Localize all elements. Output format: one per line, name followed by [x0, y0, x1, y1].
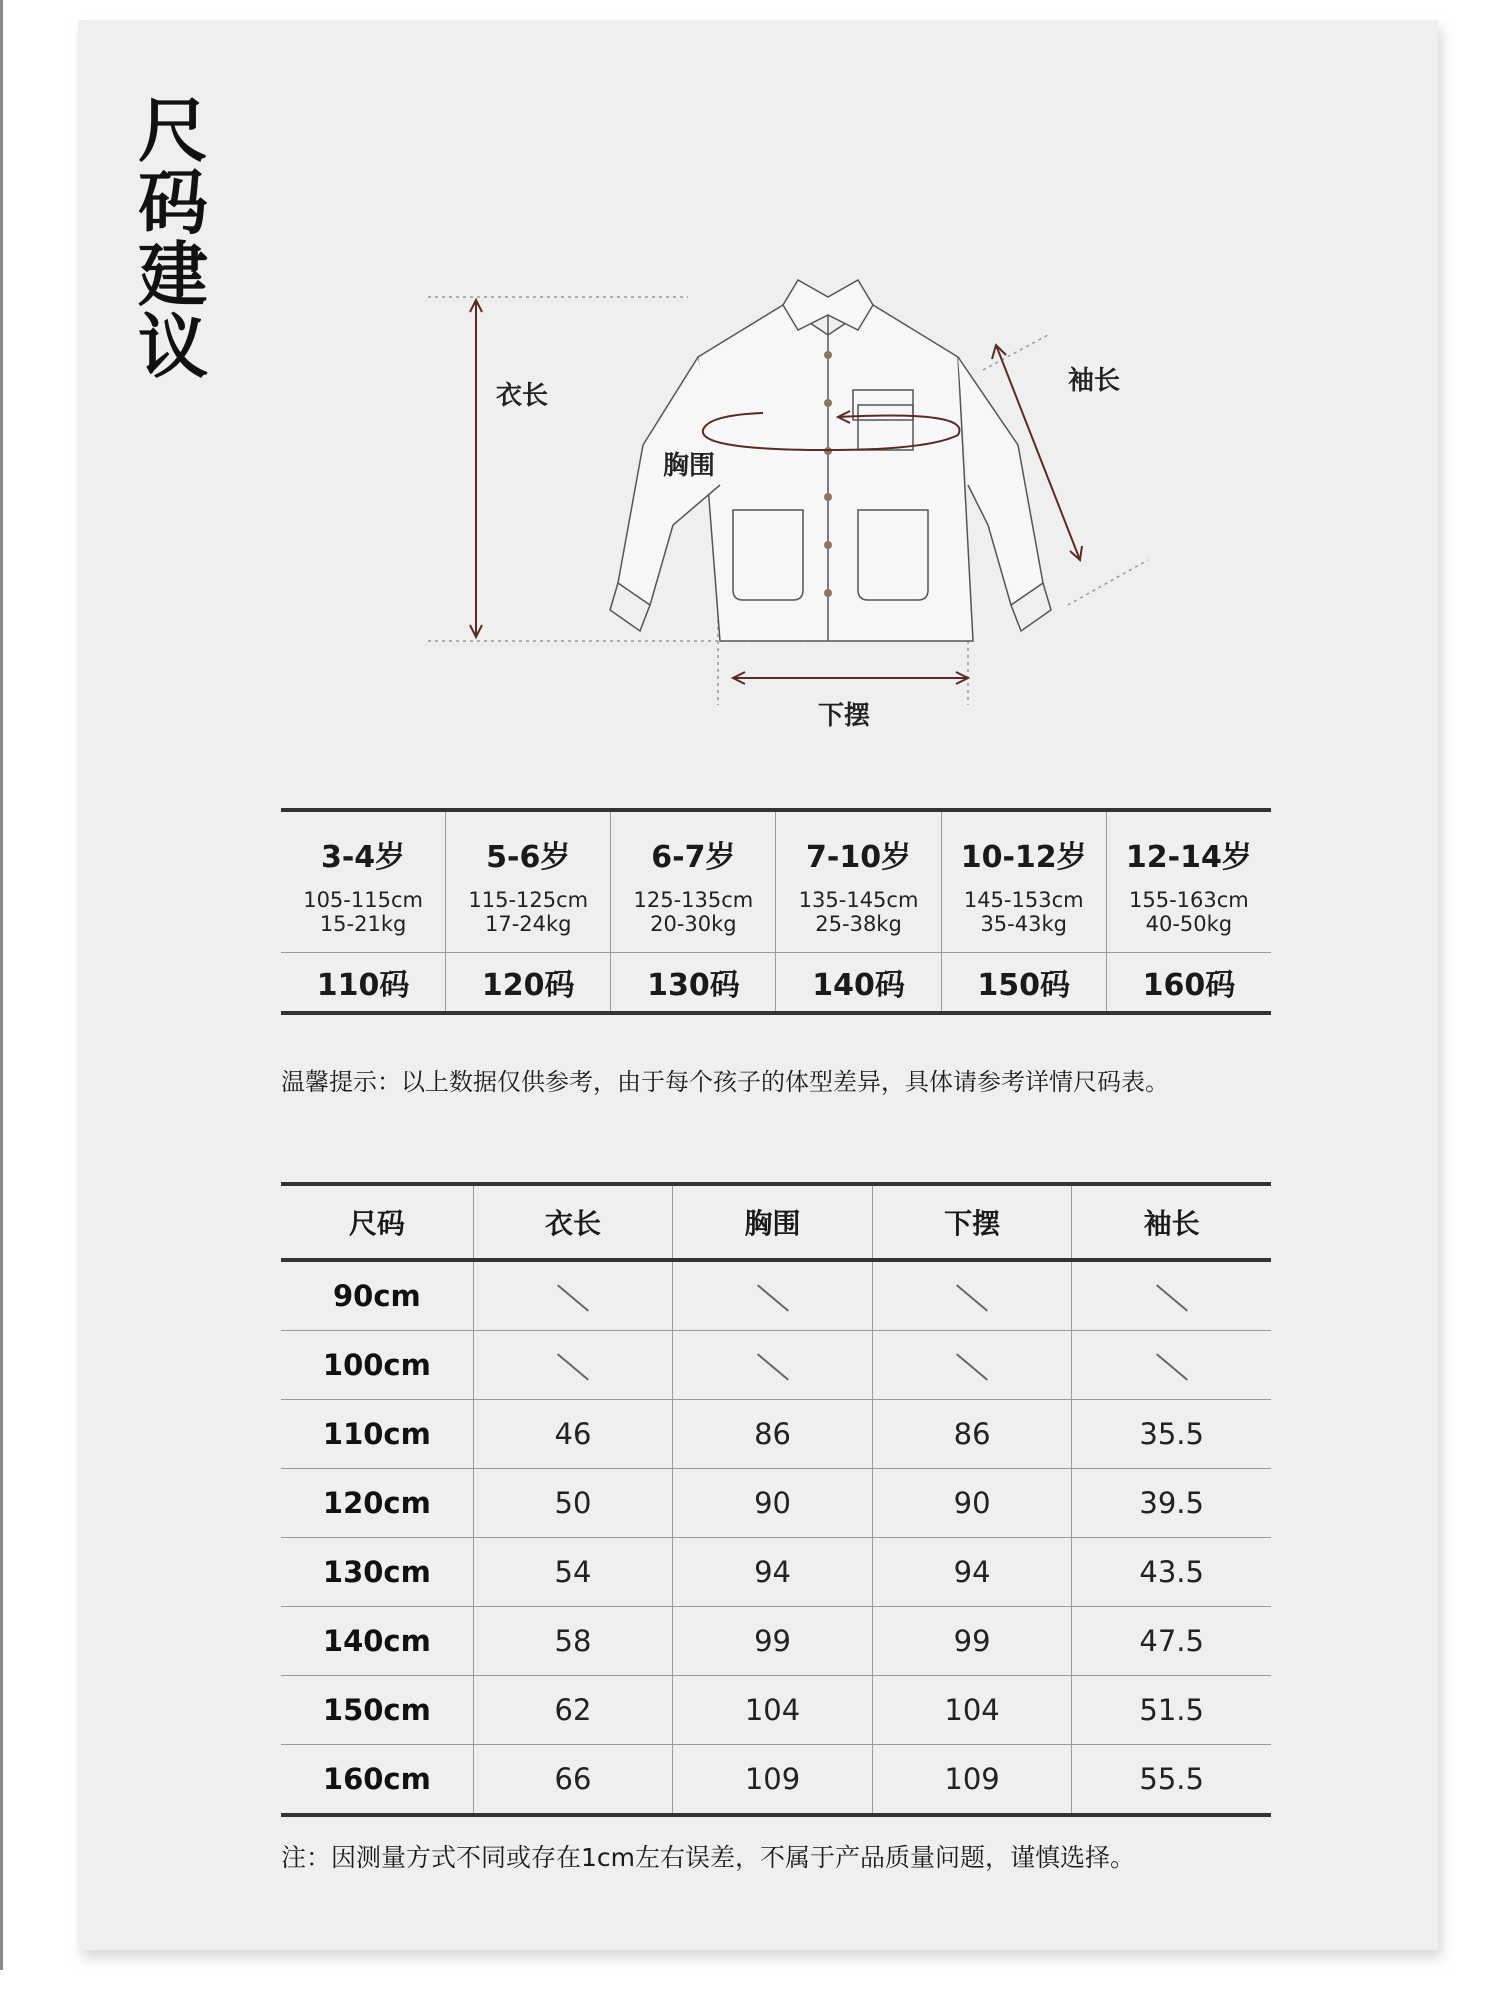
- size-guide-page: [78, 20, 1438, 1950]
- size-code: 110码: [281, 953, 446, 1014]
- weight-range: 40-50kg: [1145, 912, 1233, 936]
- hem-cell: 94: [872, 1538, 1072, 1607]
- disclaimer-note: 注：因测量方式不同或存在1cm左右误差，不属于产品质量问题，谨慎选择。: [281, 1843, 1136, 1872]
- table-row: [281, 1607, 1271, 1676]
- height-range: 155-163cm: [1129, 888, 1249, 912]
- size-cell: 110cm: [281, 1400, 473, 1469]
- label-length: 衣长: [496, 381, 549, 411]
- size-cell: 140cm: [281, 1607, 473, 1676]
- bottom-margin: [0, 1970, 1500, 2000]
- empty-cell: [673, 1260, 873, 1331]
- age-cell: [776, 810, 941, 953]
- jacket-diagram: [428, 275, 1188, 745]
- sleeve-cell: 51.5: [1072, 1676, 1271, 1745]
- tip-text: 温馨提示：以上数据仅供参考，由于每个孩子的体型差异，具体请参考详情尺码表。: [281, 1068, 1169, 1096]
- table-row: [281, 1469, 1271, 1538]
- size-code: 140码: [776, 953, 941, 1014]
- sleeve-cell: 55.5: [1139, 1762, 1204, 1796]
- label-hem: 下摆: [818, 701, 871, 731]
- measurement-table: [281, 1182, 1271, 1817]
- size-cell: 100cm: [281, 1331, 473, 1400]
- age-size-table: [281, 808, 1271, 1015]
- length-cell: 54: [473, 1538, 673, 1607]
- empty-cell: [1072, 1331, 1271, 1400]
- chest-cell: 99: [673, 1607, 873, 1676]
- label-chest: 胸围: [663, 451, 716, 481]
- height-range: 125-135cm: [633, 888, 754, 912]
- empty-cell: [1072, 1260, 1271, 1331]
- slash-icon: [956, 1284, 988, 1311]
- size-cell: 160cm: [281, 1745, 473, 1816]
- height-range: 115-125cm: [468, 888, 589, 912]
- hem-cell: 86: [872, 1400, 1072, 1469]
- age-label: 3-4岁: [320, 840, 406, 875]
- header-sleeve: 袖长: [1072, 1184, 1271, 1260]
- length-cell: 62: [473, 1676, 673, 1745]
- table-row: [281, 1331, 1271, 1400]
- left-edge-line: [0, 0, 3, 2000]
- age-label: 12-14岁: [1125, 840, 1252, 875]
- height-range: 105-115cm: [303, 888, 423, 912]
- age-cell: [1106, 810, 1271, 953]
- slash-icon: [1156, 1284, 1188, 1311]
- length-cell: 58: [473, 1607, 673, 1676]
- age-cell: [941, 810, 1106, 953]
- slash-icon: [557, 1353, 589, 1380]
- hem-cell: 90: [872, 1469, 1072, 1538]
- length-cell: 46: [473, 1400, 673, 1469]
- code-row: [281, 953, 1271, 1014]
- hem-cell: 99: [872, 1607, 1072, 1676]
- sleeve-cell: 39.5: [1072, 1469, 1271, 1538]
- empty-cell: [473, 1260, 673, 1331]
- header-size: 尺码: [281, 1184, 473, 1260]
- age-cell: [611, 810, 776, 953]
- age-label: 6-7岁: [651, 840, 736, 875]
- height-range: 135-145cm: [798, 888, 919, 912]
- chest-cell: 109: [673, 1745, 873, 1816]
- length-cell: 50: [473, 1469, 673, 1538]
- table-row: [281, 1745, 1271, 1816]
- age-label: 7-10岁: [806, 840, 912, 875]
- empty-cell: [872, 1331, 1072, 1400]
- length-cell: 66: [473, 1745, 673, 1816]
- size-code: 120码: [446, 953, 611, 1014]
- sleeve-cell: 35.5: [1072, 1400, 1271, 1469]
- size-code: 160码: [1142, 968, 1236, 1003]
- size-cell: 120cm: [281, 1469, 473, 1538]
- empty-cell: [673, 1331, 873, 1400]
- jacket-illustration: [428, 275, 1188, 745]
- chest-cell: 104: [673, 1676, 873, 1745]
- age-label: 10-12岁: [960, 840, 1087, 875]
- header-length: 衣长: [473, 1184, 673, 1260]
- age-label: 5-6岁: [486, 840, 571, 875]
- height-range: 145-153cm: [963, 888, 1084, 912]
- age-row: [281, 810, 1271, 953]
- age-cell: [446, 810, 611, 953]
- slash-icon: [757, 1284, 789, 1311]
- empty-cell: [872, 1260, 1072, 1331]
- empty-cell: [473, 1331, 673, 1400]
- table-row: [281, 1676, 1271, 1745]
- hem-cell: 104: [872, 1676, 1072, 1745]
- table-row: [281, 1400, 1271, 1469]
- weight-range: 15-21kg: [319, 912, 407, 936]
- size-cell: 90cm: [281, 1260, 473, 1331]
- age-cell: [281, 810, 446, 953]
- size-cell: 150cm: [281, 1676, 473, 1745]
- table-row: [281, 1538, 1271, 1607]
- slash-icon: [557, 1284, 589, 1311]
- slash-icon: [757, 1353, 789, 1380]
- slash-icon: [956, 1353, 988, 1380]
- weight-range: 17-24kg: [484, 912, 572, 936]
- header-hem: 下摆: [872, 1184, 1072, 1260]
- weight-range: 35-43kg: [980, 912, 1067, 936]
- header-chest: 胸围: [673, 1184, 873, 1260]
- page-title: 尺码建议: [138, 90, 208, 388]
- table-row: [281, 1260, 1271, 1331]
- size-code: 130码: [611, 953, 776, 1014]
- hem-cell: 109: [872, 1745, 1072, 1816]
- label-sleeve: 袖长: [1068, 366, 1121, 396]
- size-code: 150码: [941, 953, 1106, 1014]
- chest-cell: 86: [673, 1400, 873, 1469]
- header-row: [281, 1184, 1271, 1260]
- size-cell: 130cm: [281, 1538, 473, 1607]
- chest-cell: 94: [673, 1538, 873, 1607]
- weight-range: 20-30kg: [650, 912, 737, 936]
- weight-range: 25-38kg: [815, 912, 902, 936]
- slash-icon: [1156, 1353, 1188, 1380]
- sleeve-cell: 47.5: [1072, 1607, 1271, 1676]
- sleeve-cell: 43.5: [1072, 1538, 1271, 1607]
- chest-cell: 90: [673, 1469, 873, 1538]
